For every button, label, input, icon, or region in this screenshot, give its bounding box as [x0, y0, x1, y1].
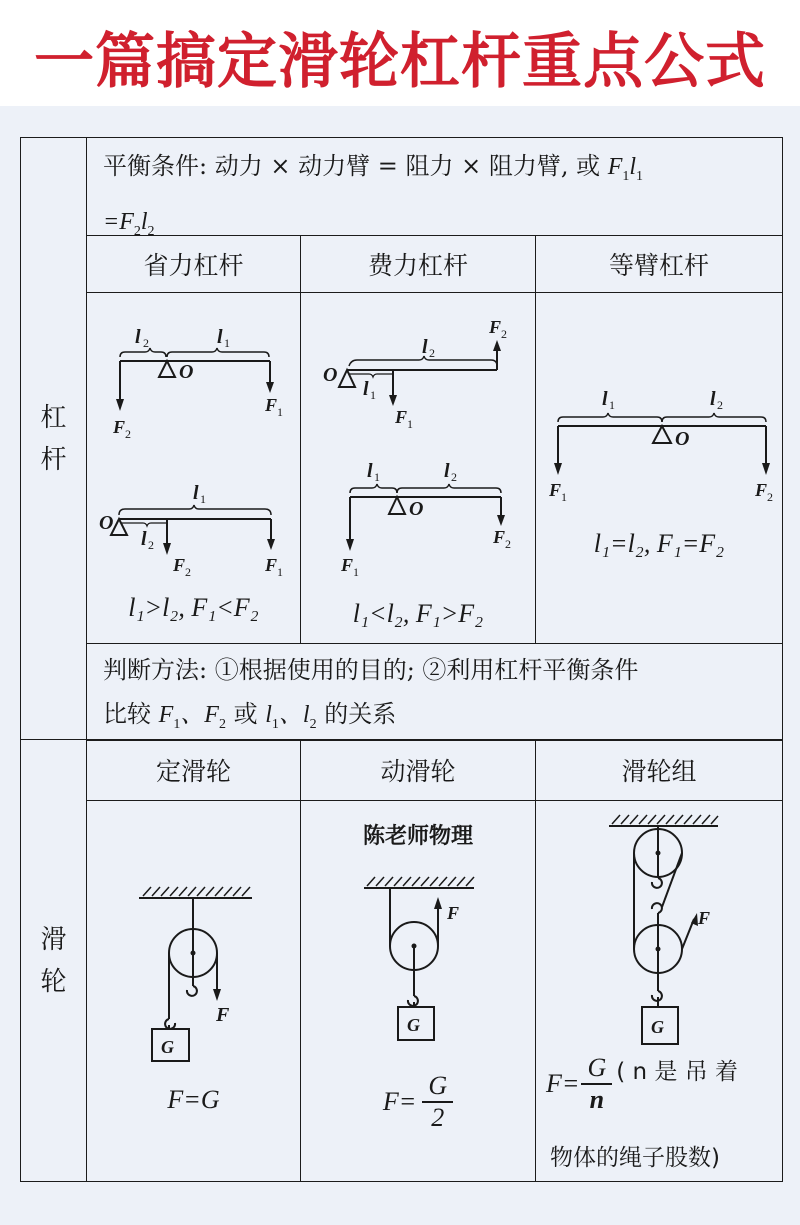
- header-force-wasting-lever: 费力杠杆: [300, 235, 536, 293]
- force-saving-relation: l₁>l₂, F₁<F₂: [128, 593, 259, 622]
- svg-text:l: l: [367, 460, 373, 482]
- svg-text:O: O: [409, 498, 424, 520]
- header-equal-arm-lever: 等臂杠杆: [535, 235, 783, 293]
- svg-text:l: l: [422, 336, 428, 358]
- svg-text:2: 2: [429, 346, 435, 360]
- svg-text:O: O: [99, 512, 114, 534]
- fixed-pulley-diagram: [86, 800, 301, 1182]
- judgement-line-2-mid: 或: [225, 700, 266, 728]
- svg-text:F: F: [265, 555, 278, 575]
- svg-text:O: O: [675, 428, 690, 450]
- label-l2: l: [135, 326, 141, 348]
- title-band: [0, 0, 800, 106]
- force-wasting-relation: l₁<l₂, F₁>F₂: [352, 599, 484, 628]
- svg-text:F: F: [489, 317, 502, 337]
- block-fraction: [581, 1053, 612, 1115]
- svg-text:F: F: [113, 417, 126, 437]
- svg-text:l: l: [710, 388, 716, 410]
- movable-numerator: G: [422, 1071, 453, 1103]
- svg-text:1: 1: [561, 490, 567, 504]
- movable-pulley-formula: [301, 1071, 535, 1133]
- force-saving-lever-diagrams: [86, 292, 301, 644]
- svg-text:1: 1: [353, 565, 359, 579]
- pulley-section-label: [20, 739, 87, 1182]
- svg-text:1: 1: [277, 405, 283, 419]
- header-fixed-pulley: 定滑轮: [86, 739, 301, 801]
- svg-text:F: F: [395, 407, 408, 427]
- fixed-pulley-svg: [87, 801, 302, 1183]
- svg-text:1: 1: [370, 388, 376, 402]
- svg-text:2: 2: [125, 427, 131, 441]
- svg-text:F: F: [341, 555, 354, 575]
- svg-text:2: 2: [501, 327, 507, 341]
- svg-text:2: 2: [451, 470, 457, 484]
- svg-text:2: 2: [717, 398, 723, 412]
- header-force-saving-lever: 省力杠杆: [86, 235, 301, 293]
- svg-text:1: 1: [224, 336, 230, 350]
- lever-label-char-1: 杠: [40, 402, 67, 433]
- watermark: 陈老师物理: [362, 824, 473, 849]
- svg-text:l: l: [363, 378, 369, 400]
- block-note-line-1: ( n 是 吊 着: [616, 1058, 739, 1085]
- svg-text:F: F: [265, 395, 278, 415]
- judgement-forces: $F_1$、$F_2$: [158, 702, 226, 732]
- svg-text:F: F: [755, 480, 768, 500]
- header-movable-pulley: 动滑轮: [300, 739, 536, 801]
- block-denominator: n: [589, 1085, 605, 1114]
- block-formula-lhs: F=: [546, 1069, 580, 1098]
- svg-text:l: l: [444, 460, 450, 482]
- formula-sheet: [0, 106, 800, 1225]
- judgement-line-2-suffix: 的关系: [316, 700, 397, 728]
- movable-pulley-diagram: [300, 800, 536, 1182]
- svg-text:F: F: [698, 908, 711, 928]
- pulley-block-svg: [536, 801, 784, 1183]
- equal-arm-lever-diagram: [535, 292, 783, 644]
- equal-arm-relation: l₁=l₂, F₁=F₂: [593, 529, 725, 558]
- weight-label: G: [161, 1037, 174, 1057]
- page-title: 一篇搞定滑轮杠杆重点公式: [34, 27, 766, 97]
- svg-text:l: l: [141, 528, 147, 550]
- svg-text:2: 2: [185, 565, 191, 579]
- equal-arm-lever-svg: [536, 293, 784, 645]
- fixed-pulley-formula: F=G: [167, 1085, 220, 1114]
- block-numerator: G: [581, 1053, 612, 1085]
- balance-formula-part2: $=F_2l_2$: [103, 208, 155, 239]
- judgement-line-2-prefix: 比较: [103, 700, 159, 728]
- pulley-block-formula: [546, 1053, 738, 1115]
- pulley-label-char-2: 轮: [40, 966, 67, 997]
- movable-fraction: [422, 1071, 453, 1133]
- force-label: F: [216, 1004, 230, 1026]
- svg-text:l: l: [193, 482, 199, 504]
- svg-text:2: 2: [767, 490, 773, 504]
- svg-text:O: O: [179, 361, 194, 383]
- lever-label-char-2: 杆: [40, 444, 67, 475]
- svg-text:O: O: [323, 364, 338, 386]
- movable-formula-lhs: F=: [382, 1087, 417, 1116]
- svg-text:2: 2: [505, 537, 511, 551]
- header-pulley-block: 滑轮组: [535, 739, 783, 801]
- svg-text:1: 1: [277, 565, 283, 579]
- svg-text:G: G: [651, 1017, 664, 1037]
- svg-text:1: 1: [200, 492, 206, 506]
- svg-text:2: 2: [143, 336, 149, 350]
- balance-condition-text: 平衡条件: 动力 × 动力臂 = 阻力 × 阻力臂, 或: [103, 152, 608, 180]
- pulley-label-char-1: 滑: [40, 924, 67, 955]
- svg-text:1: 1: [407, 417, 413, 431]
- judgement-line-1: 判断方法: ①根据使用的目的; ②利用杠杆平衡条件: [103, 656, 639, 684]
- force-wasting-lever-diagram-2: [301, 293, 537, 645]
- svg-text:l: l: [217, 326, 223, 348]
- svg-text:1: 1: [609, 398, 615, 412]
- svg-text:2: 2: [148, 538, 154, 552]
- pulley-block-diagram: [535, 800, 783, 1182]
- judgement-arms: $l_1$、$l_2$: [265, 702, 317, 732]
- svg-text:l: l: [602, 388, 608, 410]
- svg-text:F: F: [173, 555, 186, 575]
- balance-condition: [86, 137, 783, 239]
- svg-text:F: F: [549, 480, 562, 500]
- svg-text:1: 1: [374, 470, 380, 484]
- balance-formula-part1: $F_1l_1$: [607, 154, 644, 184]
- judgement-method: [86, 643, 783, 741]
- lever-section-label: [20, 137, 87, 740]
- svg-text:F: F: [447, 903, 460, 923]
- block-note-line-2: 物体的绳子股数): [550, 1145, 720, 1171]
- svg-text:F: F: [493, 527, 506, 547]
- svg-text:G: G: [407, 1015, 420, 1035]
- movable-denominator: 2: [431, 1103, 445, 1132]
- force-wasting-lever-diagrams: [300, 292, 536, 644]
